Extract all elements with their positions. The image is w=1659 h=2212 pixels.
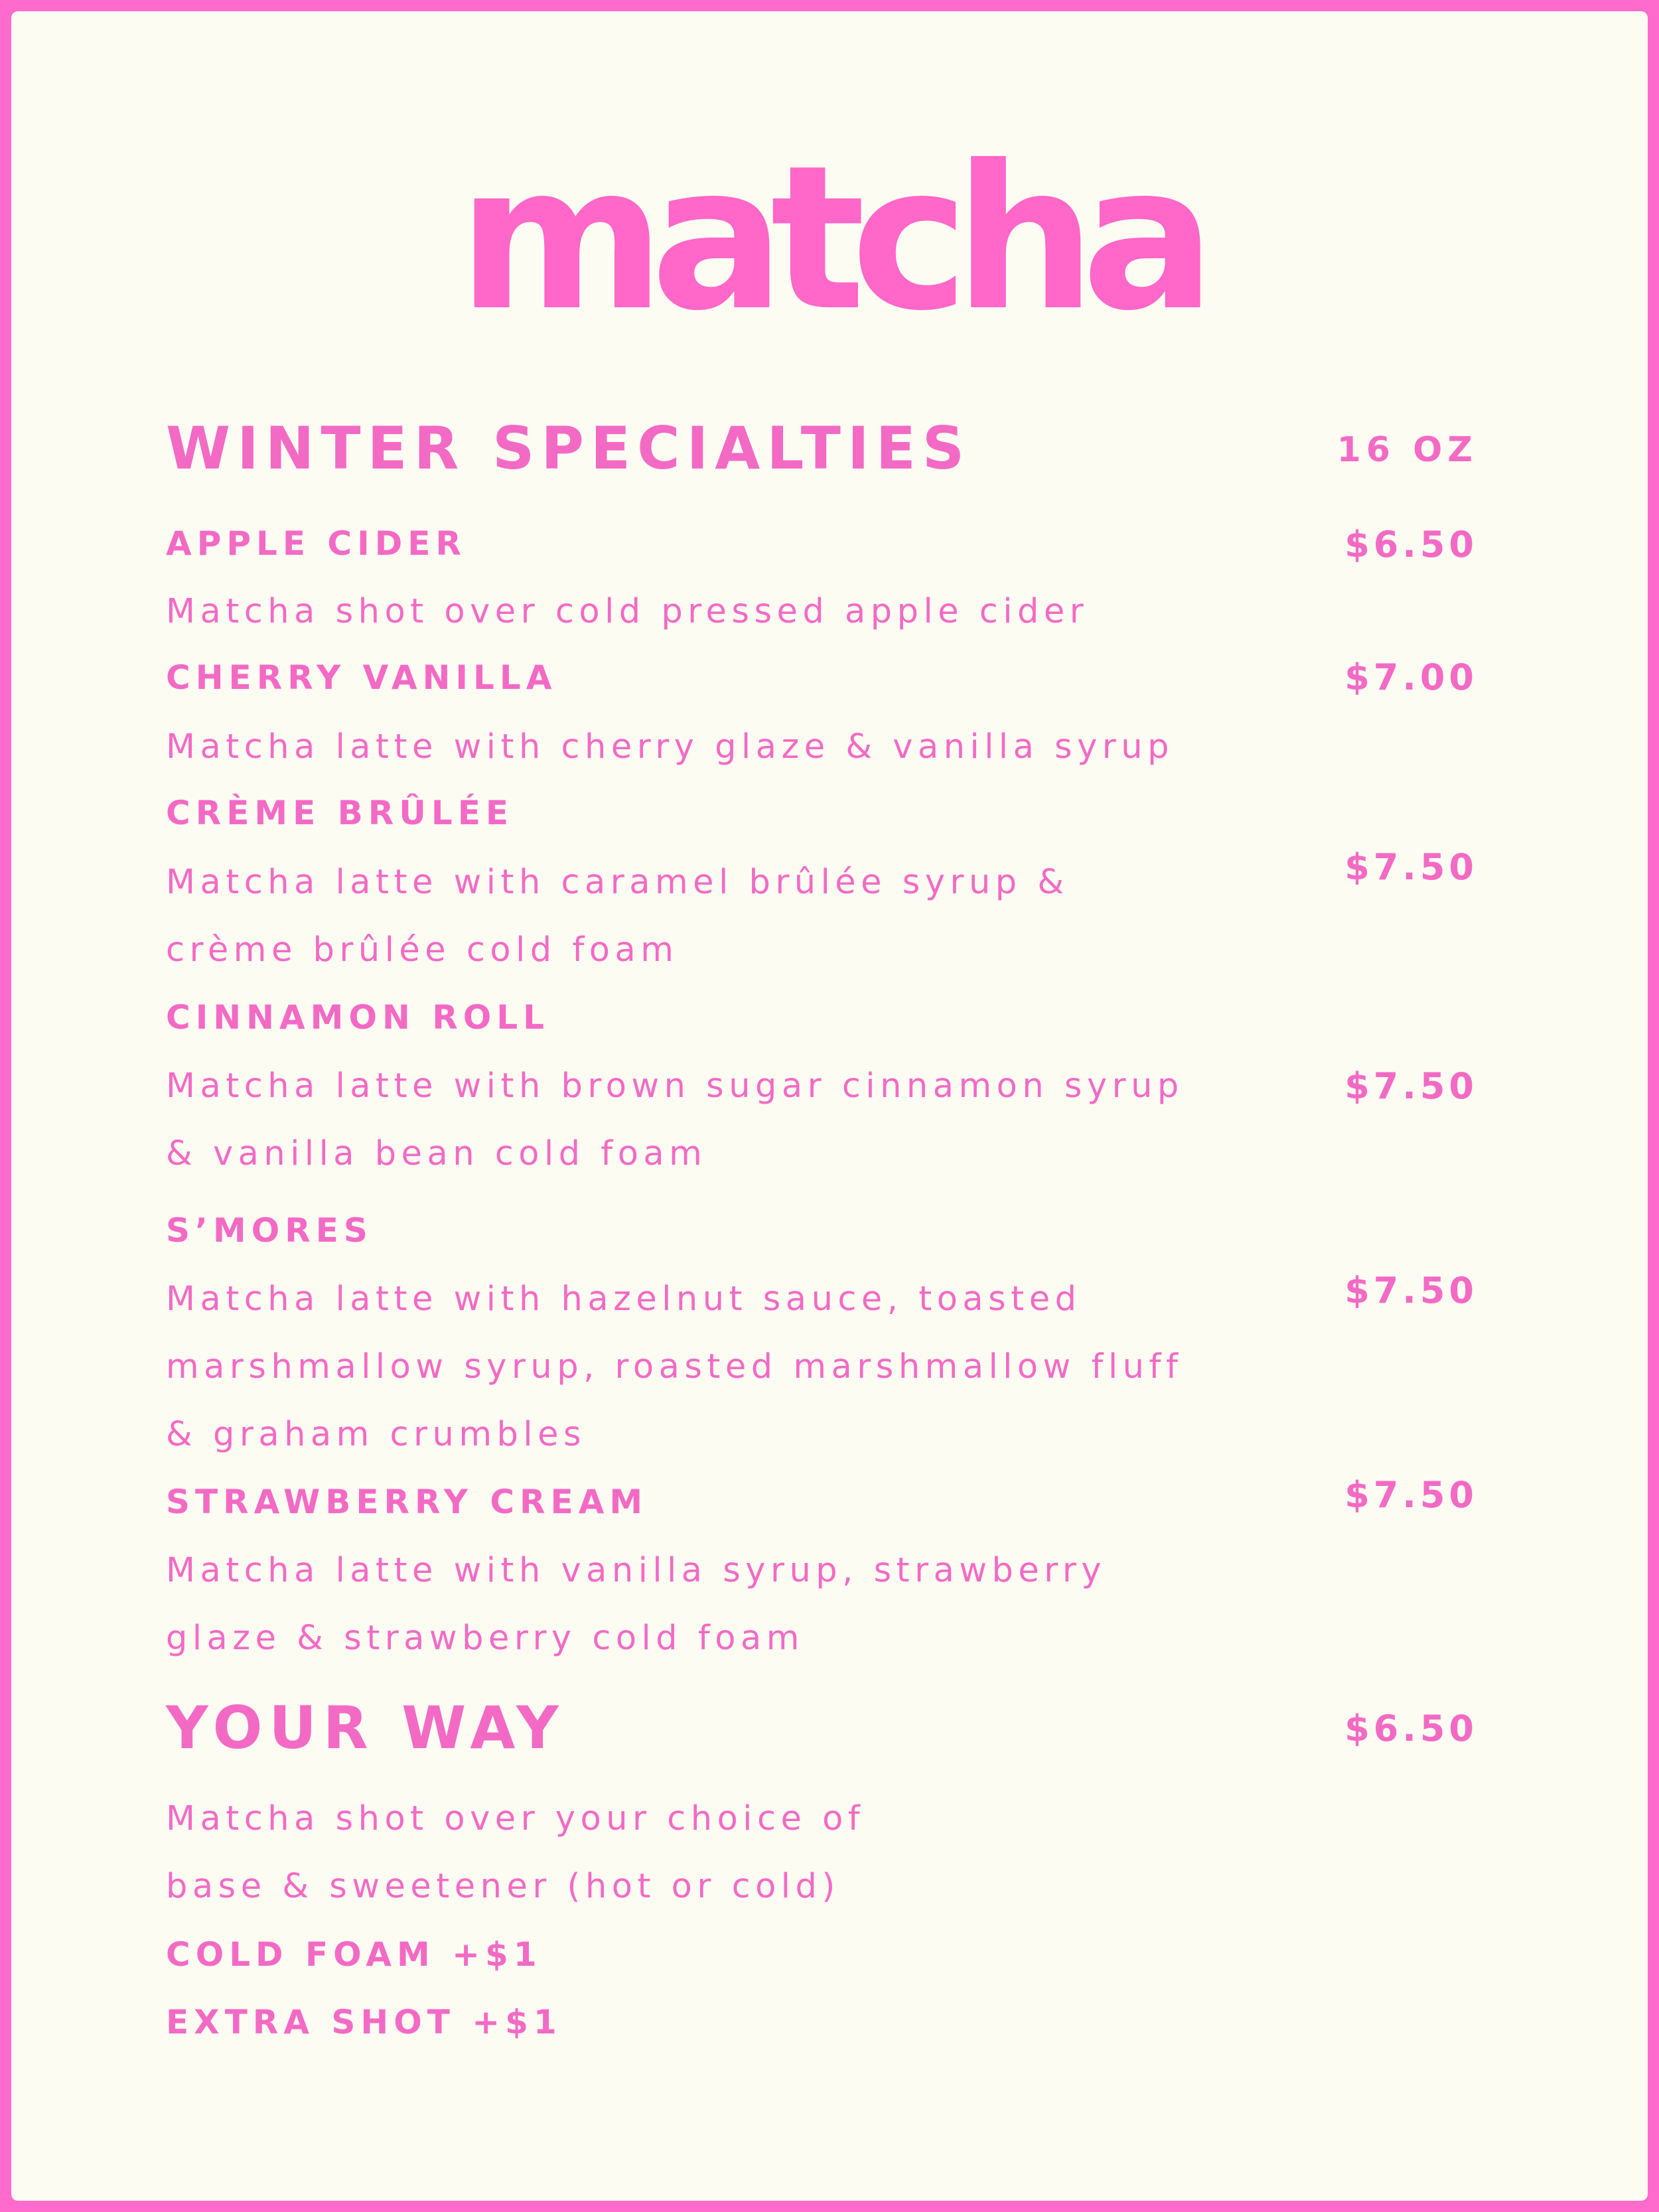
desc-strawberry-cream-line-2: glaze & strawberry cold foam [166,1619,804,1658]
price-strawberry-cream: $7.50 [1344,1474,1478,1516]
section-title-your-way: YOUR WAY [166,1694,565,1762]
item-name-smores: S’MORES [166,1211,373,1250]
desc-creme-brulee-line-1: Matcha latte with caramel brûlée syrup & [166,863,1069,902]
desc-creme-brulee-line-2: crème brûlée cold foam [166,930,679,970]
price-creme-brulee: $7.50 [1344,846,1478,888]
price-smores: $7.50 [1344,1270,1478,1311]
section-title-winter: WINTER SPECIALTIES [166,414,972,482]
price-your-way: $6.50 [1344,1708,1478,1749]
desc-your-way-line-1: Matcha shot over your choice of [166,1799,865,1838]
item-name-apple-cider: APPLE CIDER [166,524,467,563]
desc-cherry-vanilla: Matcha latte with cherry glaze & vanilla syrup [166,727,1174,767]
desc-smores-line-1: Matcha latte with hazelnut sauce, toasted [166,1280,1082,1319]
addon-extra-shot: EXTRA SHOT +$1 [166,2003,562,2041]
desc-cinnamon-roll-line-2: & vanilla bean cold foam [166,1134,707,1173]
item-name-strawberry-cream: STRAWBERRY CREAM [166,1483,648,1521]
item-name-creme-brulee: CRÈME BRÛLÉE [166,794,514,832]
desc-strawberry-cream-line-1: Matcha latte with vanilla syrup, strawberry [166,1551,1107,1590]
item-name-cinnamon-roll: CINNAMON ROLL [166,998,549,1037]
desc-smores-line-3: & graham crumbles [166,1415,587,1454]
desc-smores-line-2: marshmallow syrup, roasted marshmallow fluff [166,1347,1183,1386]
desc-cinnamon-roll-line-1: Matcha latte with brown sugar cinnamon syrup [166,1067,1184,1106]
desc-apple-cider: Matcha shot over cold pressed apple cider [166,592,1089,631]
desc-your-way-line-2: base & sweetener (hot or cold) [166,1867,840,1906]
brand-logo: matcha [457,123,1202,354]
addon-cold-foam: COLD FOAM +$1 [166,1935,542,1974]
size-label: 16 OZ [1336,430,1478,470]
price-apple-cider: $6.50 [1344,524,1478,565]
price-cinnamon-roll: $7.50 [1344,1065,1478,1107]
price-cherry-vanilla: $7.00 [1344,656,1478,698]
item-name-cherry-vanilla: CHERRY VANILLA [166,658,557,697]
